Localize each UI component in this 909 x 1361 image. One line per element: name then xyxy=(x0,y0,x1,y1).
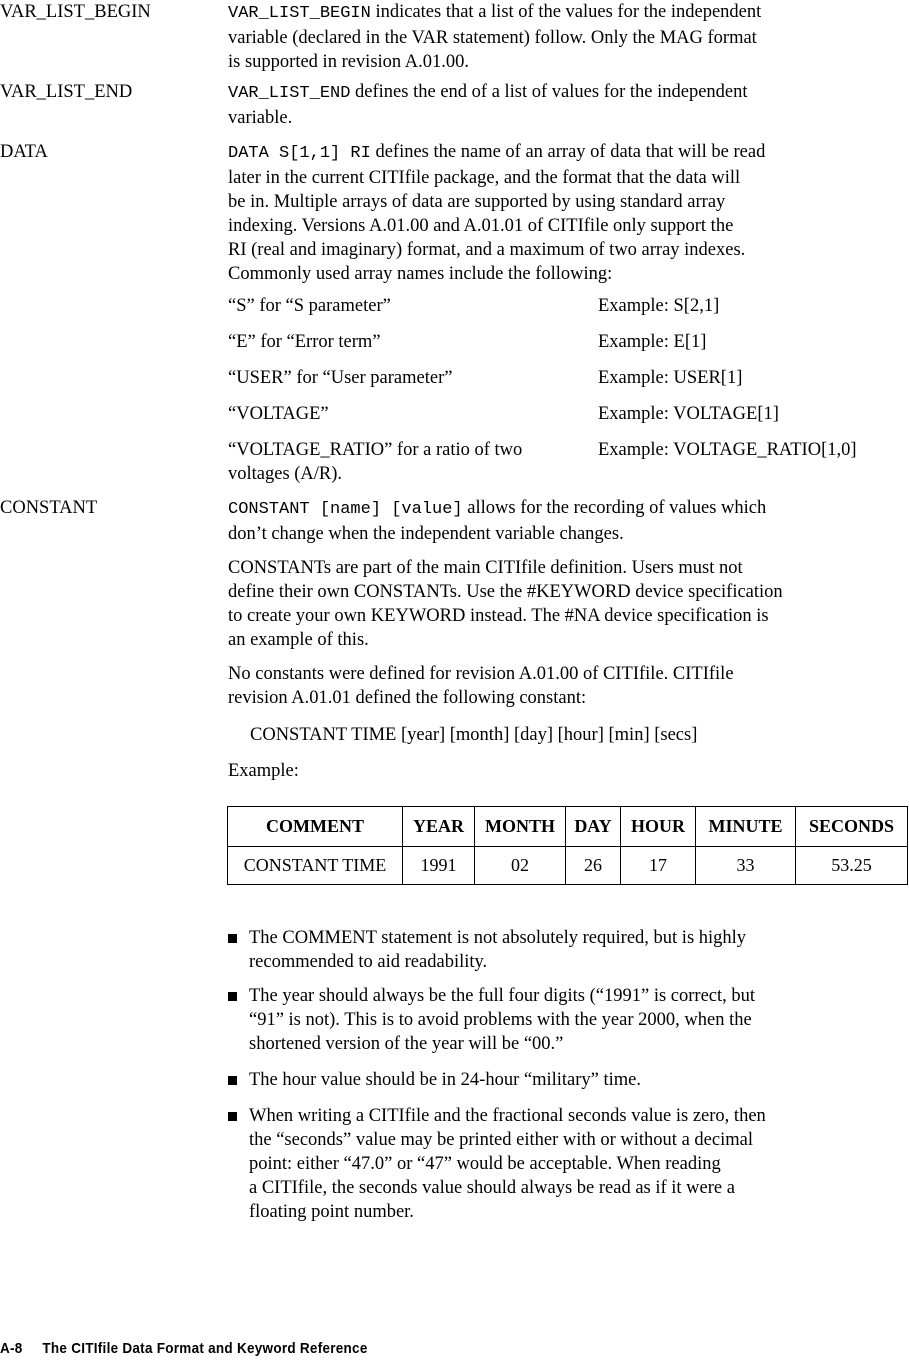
line: “VOLTAGE_RATIO” for a ratio of two xyxy=(228,440,523,460)
array-example: Example: VOLTAGE_RATIO[1,0] xyxy=(598,440,857,460)
code: VAR_LIST_END xyxy=(228,84,351,103)
line: allows for the recording of values which xyxy=(462,498,767,518)
array-example: Example: VOLTAGE[1] xyxy=(598,404,779,424)
line: voltages (A/R). xyxy=(228,464,343,484)
table-cell: 53.25 xyxy=(796,847,908,885)
line: When writing a CITIfile and the fractional seconds value is zero, then xyxy=(249,1106,766,1126)
line: don’t change when the independent variable changes. xyxy=(228,524,624,544)
table-header: YEAR xyxy=(403,807,475,847)
array-name: “S” for “S parameter” xyxy=(228,296,391,316)
table-cell: 17 xyxy=(621,847,696,885)
line: RI (real and imaginary) format, and a maximum of two array indexes. xyxy=(228,240,746,260)
line: recommended to aid readability. xyxy=(249,952,488,972)
line: an example of this. xyxy=(228,630,369,650)
array-example: Example: E[1] xyxy=(598,332,707,352)
line: floating point number. xyxy=(249,1202,414,1222)
array-example: Example: USER[1] xyxy=(598,368,743,388)
table-header: MONTH xyxy=(475,807,566,847)
constant-time-table xyxy=(227,806,908,885)
line: The year should always be the full four digits (“1991” is correct, but xyxy=(249,986,756,1006)
line: CONSTANTs are part of the main CITIfile definition. Users must not xyxy=(228,558,743,578)
term-data: DATA xyxy=(0,142,48,162)
desc-constant xyxy=(228,496,766,546)
bullet-item xyxy=(228,926,746,974)
line: variable (declared in the VAR statement) follow. Only the MAG format xyxy=(228,28,757,48)
term-constant: CONSTANT xyxy=(0,498,98,518)
term-var-list-end: VAR_LIST_END xyxy=(0,82,133,102)
constant-para-1 xyxy=(228,556,783,652)
table-cell: 1991 xyxy=(403,847,475,885)
line: is supported in revision A.01.00. xyxy=(228,52,470,72)
table-header: MINUTE xyxy=(696,807,796,847)
line: defines the end of a list of values for the independent xyxy=(350,82,748,102)
constant-para-2 xyxy=(228,662,734,710)
bullet-square-icon xyxy=(228,1076,237,1085)
line: indicates that a list of the values for the independent xyxy=(370,2,762,22)
line: No constants were defined for revision A.01.00 of CITIfile. CITIfile xyxy=(228,664,734,684)
bullet-item xyxy=(228,1068,641,1092)
line: be in. Multiple arrays of data are supported by using standard array xyxy=(228,192,726,212)
line: defines the name of an array of data that will be read xyxy=(370,142,766,162)
line: The COMMENT statement is not absolutely required, but is highly xyxy=(249,928,747,948)
line: define their own CONSTANTs. Use the #KEYWORD device specification xyxy=(228,582,783,602)
bullet-square-icon xyxy=(228,934,237,943)
line: revision A.01.01 defined the following constant: xyxy=(228,688,587,708)
example-label: Example: xyxy=(228,761,299,781)
table-cell: 33 xyxy=(696,847,796,885)
footer-title: The CITIfile Data Format and Keyword Reference xyxy=(42,1340,368,1357)
line: a CITIfile, the seconds value should always be read as if it were a xyxy=(249,1178,735,1198)
table-header-row xyxy=(228,807,908,847)
table-header: COMMENT xyxy=(228,807,403,847)
array-name: “VOLTAGE” xyxy=(228,404,329,424)
table-header: SECONDS xyxy=(796,807,908,847)
bullet-item xyxy=(228,984,755,1056)
page-number: A-8 xyxy=(0,1340,23,1357)
line: shortened version of the year will be “00.” xyxy=(249,1034,564,1054)
line: The hour value should be in 24-hour “military” time. xyxy=(249,1070,641,1090)
line: the “seconds” value may be printed either with or without a decimal xyxy=(249,1130,753,1150)
table-cell: 02 xyxy=(475,847,566,885)
bullet-square-icon xyxy=(228,1112,237,1121)
line: indexing. Versions A.01.00 and A.01.01 of CITIfile only support the xyxy=(228,216,734,236)
desc-data xyxy=(228,140,765,286)
line: “91” is not). This is to avoid problems with the year 2000, when the xyxy=(249,1010,752,1030)
table-header: DAY xyxy=(566,807,621,847)
array-name xyxy=(228,438,522,486)
code: CONSTANT [name] [value] xyxy=(228,500,463,519)
line: later in the current CITIfile package, and the format that the data will xyxy=(228,168,741,188)
term-var-list-begin: VAR_LIST_BEGIN xyxy=(0,2,151,22)
desc-var-list-begin xyxy=(228,0,761,74)
table-cell: CONSTANT TIME xyxy=(228,847,403,885)
line: to create your own KEYWORD instead. The #NA device specification is xyxy=(228,606,769,626)
line: point: either “47.0” or “47” would be acceptable. When reading xyxy=(249,1154,721,1174)
line: variable. xyxy=(228,108,293,128)
code: DATA S[1,1] RI xyxy=(228,144,371,163)
desc-var-list-end xyxy=(228,80,748,130)
bullet-square-icon xyxy=(228,992,237,1001)
array-name: “E” for “Error term” xyxy=(228,332,381,352)
page-footer xyxy=(0,1340,368,1357)
table-header: HOUR xyxy=(621,807,696,847)
code: VAR_LIST_BEGIN xyxy=(228,4,371,23)
array-name: “USER” for “User parameter” xyxy=(228,368,453,388)
line: Commonly used array names include the following: xyxy=(228,264,613,284)
array-example: Example: S[2,1] xyxy=(598,296,720,316)
table-row xyxy=(228,847,908,885)
constant-syntax: CONSTANT TIME [year] [month] [day] [hour] [min] [secs] xyxy=(250,725,698,745)
table-cell: 26 xyxy=(566,847,621,885)
bullet-item xyxy=(228,1104,766,1224)
